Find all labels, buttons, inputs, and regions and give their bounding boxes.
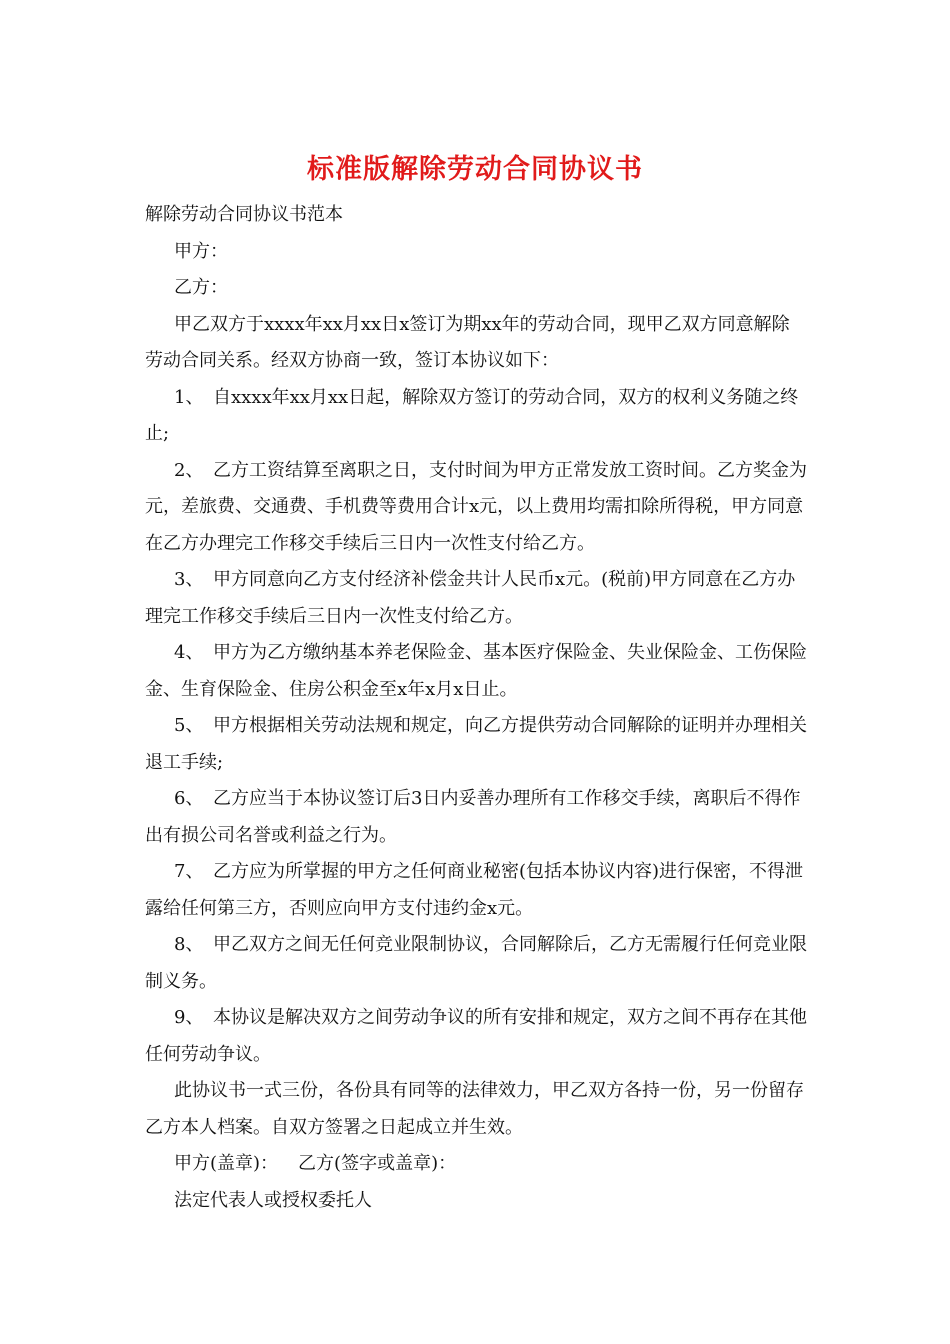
clause-number: 9、 bbox=[174, 1007, 204, 1028]
clause-number: 6、 bbox=[174, 788, 204, 809]
representative-label: 法定代表人或授权委托人 bbox=[174, 1189, 372, 1211]
clause-text: 甲乙双方之间无任何竞业限制协议，合同解除后，乙方无需履行任何竞业限制义务。 bbox=[145, 934, 807, 992]
clause-item bbox=[145, 453, 807, 563]
party-a-label: 甲方： bbox=[174, 240, 228, 262]
clause-text: 本协议是解决双方之间劳动争议的所有安排和规定，双方之间不再存在其他任何劳动争议。 bbox=[145, 1007, 807, 1065]
closing-paragraph: 此协议书一式三份，各份具有同等的法律效力，甲乙双方各持一份，另一份留存乙方本人档案。自双方签署之日起成立并生效。 bbox=[145, 1080, 804, 1138]
clause-item bbox=[145, 562, 807, 635]
clause-item bbox=[145, 635, 807, 708]
clause-item bbox=[145, 1000, 807, 1073]
clause-number: 1、 bbox=[174, 386, 204, 408]
clause-text: 乙方工资结算至离职之日，支付时间为甲方正常发放工资时间。乙方奖金为元，差旅费、交通费、手机费等费用合计x元，以上费用均需扣除所得税，甲方同意在乙方办理完工作移交手续后三日内一次性支付给乙方。 bbox=[145, 459, 807, 554]
clause-text: 自xxxx年xx月xx日起，解除双方签订的劳动合同，双方的权利义务随之终止; bbox=[145, 386, 799, 444]
clause-number: 5、 bbox=[174, 715, 204, 736]
clause-number: 4、 bbox=[174, 642, 204, 663]
document-title: 标准版解除劳动合同协议书 bbox=[307, 154, 643, 185]
clause-text: 甲方为乙方缴纳基本养老保险金、基本医疗保险金、失业保险金、工伤保险金、生育保险金、住房公积金至x年x月x日止。 bbox=[145, 642, 807, 700]
clause-number: 7、 bbox=[174, 861, 204, 882]
clause-item bbox=[145, 781, 807, 854]
document-body bbox=[145, 197, 807, 1219]
clause-number: 3、 bbox=[174, 569, 204, 590]
clause-text: 甲方同意向乙方支付经济补偿金共计人民币x元。(税前)甲方同意在乙方办理完工作移交手续后三日内一次性支付给乙方。 bbox=[145, 569, 796, 627]
clause-text: 乙方应为所掌握的甲方之任何商业秘密(包括本协议内容)进行保密，不得泄露给任何第三方，否则应向甲方支付违约金x元。 bbox=[145, 861, 804, 919]
clause-number: 8、 bbox=[174, 934, 204, 955]
clause-number: 2、 bbox=[174, 459, 204, 481]
party-b-sign-label: 乙方(签字或盖章)： bbox=[298, 1153, 457, 1174]
clause-text: 甲方根据相关劳动法规和规定，向乙方提供劳动合同解除的证明并办理相关退工手续; bbox=[145, 715, 807, 773]
clause-item bbox=[145, 927, 807, 1000]
party-a-seal-label: 甲方(盖章)： bbox=[174, 1153, 279, 1174]
signature-line bbox=[145, 1146, 807, 1183]
clause-item bbox=[145, 380, 807, 453]
clause-item bbox=[145, 708, 807, 781]
party-b-label: 乙方： bbox=[174, 277, 228, 298]
document-subtitle: 解除劳动合同协议书范本 bbox=[145, 204, 343, 225]
intro-paragraph: 甲乙双方于xxxx年xx月xx日x签订为期xx年的劳动合同，现甲乙双方同意解除劳动合同关系。经双方协商一致，签订本协议如下： bbox=[145, 313, 790, 371]
clause-item bbox=[145, 854, 807, 927]
clause-text: 乙方应当于本协议签订后3日内妥善办理所有工作移交手续，离职后不得作出有损公司名誉或利益之行为。 bbox=[145, 788, 801, 846]
